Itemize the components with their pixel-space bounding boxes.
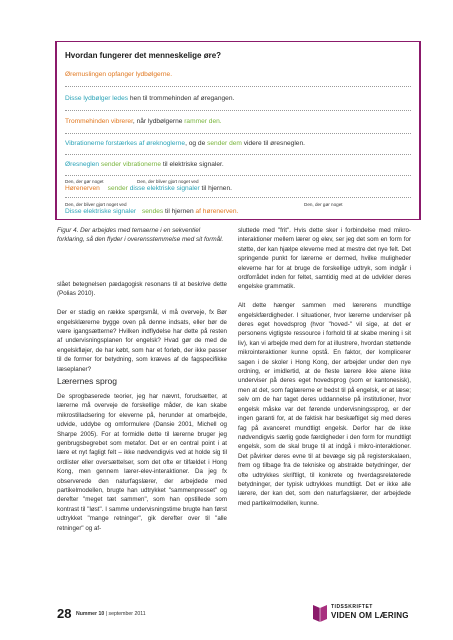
- role-label: Den, der gør noget: [304, 202, 343, 207]
- figure-phrase: hen til trommehinden af øregangen.: [128, 95, 235, 102]
- figure-line-6: [65, 185, 232, 192]
- figure-phrase: sender: [107, 185, 128, 192]
- figure-title: Hvordan fungerer det menneskelige øre?: [65, 51, 222, 60]
- paragraph: De sprogbaserede teorier, jeg har nævnt, forudsætter, at lærerne må overveje de forskellige måder, de kan skabe mikrostilladsering for eleverne på, herunder at omarbejde, udvide, uddybe og omformulere (Dansie 2001, Michell og Sharpe 2005). For at formidle dette til lærerne bruger jeg genbrugsbegrebet som metafor. Det er en central point i at lære et nyt fagligt felt – ikke nødvendigvis ved at holde sig til ordlister eller oversættelser, som det ofte er tilfældet i Hong Kong, men gennem lærer-elev-interaktioner. Da jeg fx observerede den naturfagslærer, der arbejdede med partikelmodellen, brugte han udtrykket "sammenpresset" og derefter "meget tæt sammen", som han opstillede som kontrast til "løst". I samme undervisningstime brugte han først udtrykket "mange retninger", gik derefter over til "alle retninger" og af-: [57, 393, 227, 532]
- figure-phrase: Vibrationerne forstærkes af øreknoglerne: [65, 140, 186, 147]
- figure-phrase: sendes: [141, 208, 164, 215]
- dotted-divider: [65, 110, 411, 111]
- role-label: Den, der bliver gjort noget ved: [65, 202, 127, 207]
- dotted-divider: [65, 133, 411, 134]
- journal-logo: [311, 602, 411, 624]
- dotted-divider: [65, 86, 411, 87]
- figure-line-2: [65, 95, 234, 102]
- figure-phrase: til elektriske signaler.: [161, 161, 224, 168]
- figure-line-4: [65, 140, 305, 147]
- figure-phrase: til hjernen.: [199, 185, 232, 192]
- left-column-continued: [57, 392, 227, 533]
- logo-line-1: TIDSSKRIFTET: [331, 604, 373, 610]
- section-heading: Lærernes sprog: [57, 376, 118, 386]
- figure-phrase: Disse lydbølger ledes: [65, 95, 129, 102]
- figure-phrase: Øresneglen: [65, 161, 100, 168]
- figure-phrase: disse elektriske signaler: [129, 185, 200, 192]
- issue-number: Nummer 10: [76, 611, 105, 617]
- figure-phrase: videre til øresneglen.: [241, 140, 305, 147]
- figure-phrase: til hjernen: [163, 208, 196, 215]
- paragraph: Der er stadig en række spørgsmål, vi må overveje, fx Bør engelsklærerne bygge oven på denne indsats, eller bør de være igangsætterne? Hvilken indflydelse har dette på resten af undervisningsplanen for engelsk? Hvad gør de med de engelskfløjer, de har købt, som har et forløb, der ikke passer til de former for betydning, som kræves af de fagspecifikke læseplaner?: [57, 309, 227, 373]
- figure-box: [55, 41, 421, 220]
- figure-phrase: af hørenerven.: [195, 208, 239, 215]
- figure-phrase: , når lydbølgerne: [132, 118, 185, 125]
- figure-phrase: rammer den.: [184, 118, 222, 125]
- figure-phrase: Disse elektriske signaler: [65, 208, 137, 215]
- figure-phrase: Øremuslingen opfanger lydbølgerne.: [65, 71, 173, 78]
- paragraph: Alt dette hænger sammen med lærerens mundtlige engelskfærdigheder. I situationer, hvor lærerne underviser på deres eget hovedsprog (hvor "hoved-" vil sige, at det er personens vigtigste ressource i forhold til at skabe mening i sit liv), kan vi arbejde med dem for at illustrere, hvordan støttende mikrointeraktioner kunne opstå. En faktor, der komplicerer sagen i de skoler i Hong Kong, der arbejder under den nye ordning, er imidlertid, at de fleste lærere ikke alene ikke underviser på deres eget hovedsprog (som er kantonesisk), men at det, som faglærerne er bedst til på engelsk, er at læse; selv om de har taget deres uddannelse på institutioner, hvor engelsk måske var det førende undervisningssprog, er der ingen garanti for, at de faktisk har beskæftiget sig med deres fag på avanceret mundtligt engelsk. Derfor har de ikke nødvendigvis særlig gode færdigheder i den form for mundtligt engelsk, som de skal bruge til at indgå i mikro-interaktioner. Det påvirker deres evne til at bevæge sig på registerskalaen, frem og tilbage fra de tekniske og abstrakte betydninger, der ofte udtrykkes skriftligt, til konkrete og hverdagsrelaterede betydninger, der typisk udtrykkes mundtligt. Det er ikke alle lærere, der kan det, som den naturfagslærer, der arbejdede med partikelmodellen, kunne.: [238, 302, 411, 507]
- paragraph: sluttede med "frit". Hvis dette sker i forbindelse med mikro-interaktioner mellem lærer og elev, ser jeg det som en form for støtte, der kan hjælpe eleverne med at mestre det nye felt. Det springende punkt for lærerne er dermed, hvilke muligheder eleverne har for at bruge de forskellige udtryk, som indgår i ordforrådet inden for feltet, samtidig med at de udvikler deres engelske grammatik.: [238, 227, 411, 291]
- right-column: [238, 226, 411, 508]
- figure-bottom-rule: [55, 219, 421, 220]
- logo-line-2: VIDEN OM LÆRING: [331, 611, 409, 620]
- issue-info: [76, 611, 146, 617]
- figure-line-5: [65, 161, 224, 168]
- left-column: [57, 280, 227, 374]
- figure-phrase: sender dem: [207, 140, 242, 147]
- figure-caption: Figur 4. Der arbejdes med temaerne i en sekventiel forklaring, så den flyder i overensstemmelse med sit formål.: [57, 227, 224, 244]
- figure-phrase: , og de: [185, 140, 208, 147]
- dotted-divider: [65, 154, 411, 155]
- figure-phrase: Hørenerven: [65, 185, 100, 192]
- figure-line-1: [65, 71, 172, 78]
- page-number: 28: [57, 606, 72, 621]
- role-label: Den, der gør noget: [65, 179, 104, 184]
- figure-phrase: sender vibrationerne: [99, 161, 162, 168]
- figure-line-3: [65, 118, 222, 125]
- figure-phrase: Trommehinden vibrerer: [65, 118, 133, 125]
- issue-date: | september 2011: [104, 611, 146, 617]
- paragraph: slået betegnelsen pædagogisk resonans til at beskrive dette (Polias 2010).: [57, 281, 227, 298]
- role-label: Den, der bliver gjort noget ved: [137, 179, 199, 184]
- dotted-divider: [65, 175, 411, 176]
- figure-line-7: [65, 208, 238, 215]
- dotted-divider: [65, 197, 411, 198]
- book-icon: [311, 603, 329, 623]
